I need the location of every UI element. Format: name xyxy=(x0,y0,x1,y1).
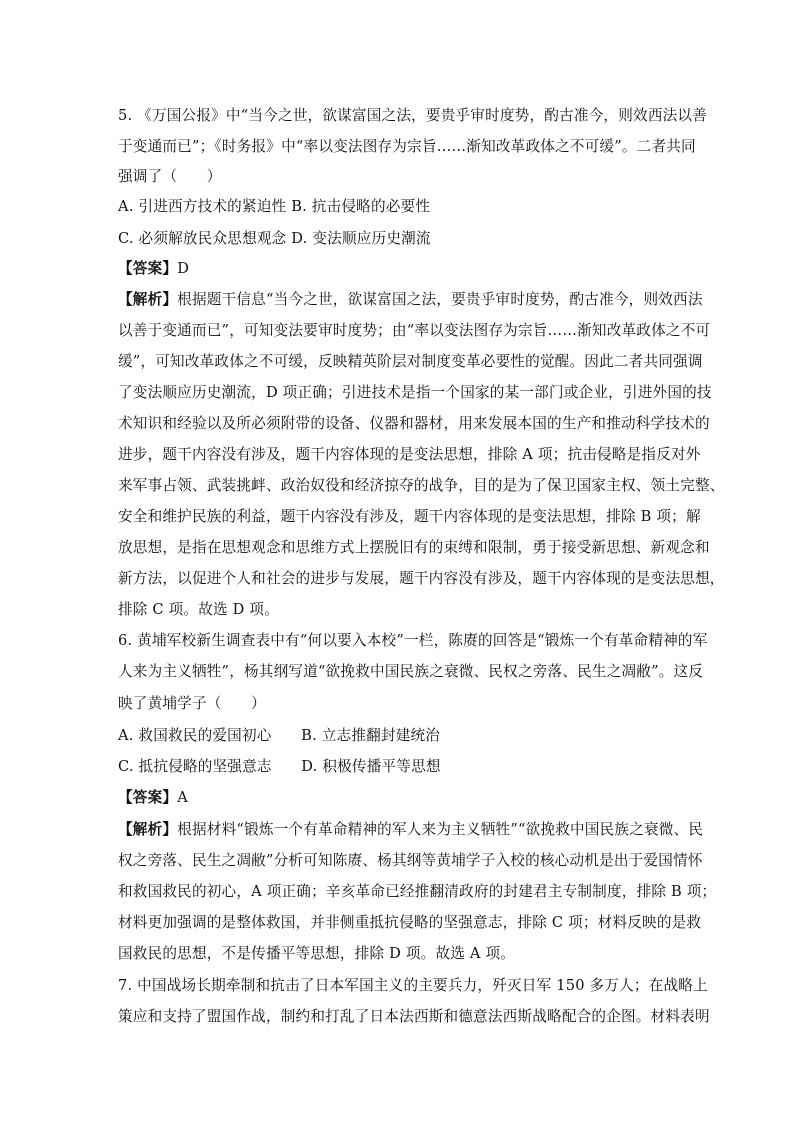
q6-stem-line-2: 人来为主义牺牲”，杨其纲写道“欲挽救中国民族之衰微、民权之旁落、民生之凋敝”。这反 xyxy=(118,663,704,680)
q5-option-line-ab: A. 引进西方技术的紧迫性 B. 抗击侵略的必要性 xyxy=(118,198,431,215)
q6-stem-line-3: 映了黄埔学子（ ） xyxy=(118,695,266,712)
q6-option-line-ab: A. 救国救民的爱国初心 B. 立志推翻封建统治 xyxy=(118,727,441,744)
q6-answer xyxy=(118,787,688,809)
q6-stem-line-1: 6. 黄埔军校新生调查表中有“何以要入本校”一栏，陈赓的回答是“锻炼一个有革命精神的军 xyxy=(118,632,708,649)
q6-analysis-line-5: 国救民的思想，不是传播平等思想，排除 D 项。故选 A 项。 xyxy=(118,945,516,962)
q5-analysis-line-10: 新方法，以促进个人和社会的进步与发展，题干内容没有涉及，题干内容体现的是变法思想， xyxy=(118,570,725,587)
q6-analysis-line-3: 和救国救民的初心，A 项正确；辛亥革命已经推翻清政府的封建君主专制制度，排除 B 项； xyxy=(118,883,717,900)
q5-analysis-line-8: 安全和维护民族的利益，题干内容没有涉及，题干内容体现的是变法思想，排除 B 项；解 xyxy=(118,508,701,525)
q7-stem-line-2: 策应和支持了盟国作战，制约和打乱了日本法西斯和德意法西斯战略配合的企图。材料表明 xyxy=(118,1008,710,1025)
q6-analysis-line-4: 材料更加强调的是整体救国，并非侧重抵抗侵略的坚强意志，排除 C 项；材料反映的是救 xyxy=(118,914,702,931)
q5-stem-line-1: 5. 《万国公报》中“当今之世，欲谋富国之法，要贵乎审时度势，酌古准今，则效西法以善 xyxy=(118,107,707,124)
q5-analysis-line-9: 放思想，是指在思想观念和思维方式上摆脱旧有的束缚和限制，勇于接受新思想、新观念和 xyxy=(118,539,710,556)
q5-analysis-line-1 xyxy=(118,289,703,311)
q5-stem-line-3: 强调了（ ） xyxy=(118,168,222,185)
answer-label: 【答案】 xyxy=(118,789,178,806)
q5-stem-line-2: 于变通而已”；《时务报》中“率以变法图存为宗旨……渐知改革政体之不可缓”。二者共同 xyxy=(118,138,696,155)
q5-analysis-line-6: 进步，题干内容没有涉及，题干内容体现的是变法思想，排除 A 项；抗击侵略是指反对外 xyxy=(118,446,701,463)
q6-analysis-line-2: 权之旁落、民生之凋敝”分析可知陈赓、杨其纲等黄埔学子入校的核心动机是出于爱国情怀 xyxy=(118,852,703,869)
answer-label: 【答案】 xyxy=(118,260,178,277)
analysis-text: 根据题干信息“当今之世，欲谋富国之法，要贵乎审时度势，酌古准今，则效西法 xyxy=(177,291,703,308)
analysis-text: 根据材料“锻炼一个有革命精神的军人来为主义牺牲”“欲挽救中国民族之衰微、民 xyxy=(177,821,704,838)
answer-value: A xyxy=(177,789,188,806)
q5-analysis-line-7: 来军事占领、武装挑衅、政治奴役和经济掠夺的战争，目的是为了保卫国家主权、领土完整、 xyxy=(118,477,725,494)
q5-analysis-line-4: 了变法顺应历史潮流，D 项正确；引进技术是指一个国家的某一部门或企业，引进外国的技 xyxy=(118,384,712,401)
q5-analysis-line-2: 以善于变通而已”，可知变法要审时度势；由“率以变法图存为宗旨……渐知改革政体之不可 xyxy=(118,322,711,339)
q5-option-line-cd: C. 必须解放民众思想观念 D. 变法顺应历史潮流 xyxy=(118,230,431,247)
analysis-label: 【解析】 xyxy=(118,291,178,308)
q7-stem-line-1: 7. 中国战场长期牵制和抗击了日本军国主义的主要兵力，歼灭日军 150 多万人；在战略上 xyxy=(118,977,708,994)
q5-analysis-line-5: 术知识和经验以及所必须附带的设备、仪器和器材，用来发展本国的生产和推动科学技术的 xyxy=(118,415,710,432)
analysis-label: 【解析】 xyxy=(118,821,178,838)
q5-analysis-line-3: 缓”，可知改革政体之不可缓，反映精英阶层对制度变革必要性的觉醒。因此二者共同强调 xyxy=(118,353,703,370)
q5-analysis-line-11: 排除 C 项。故选 D 项。 xyxy=(118,601,279,618)
q6-analysis-line-1 xyxy=(118,819,704,841)
answer-value: D xyxy=(177,260,190,277)
q5-answer xyxy=(118,258,688,280)
q6-option-line-cd: C. 抵抗侵略的坚强意志 D. 积极传播平等思想 xyxy=(118,758,441,775)
